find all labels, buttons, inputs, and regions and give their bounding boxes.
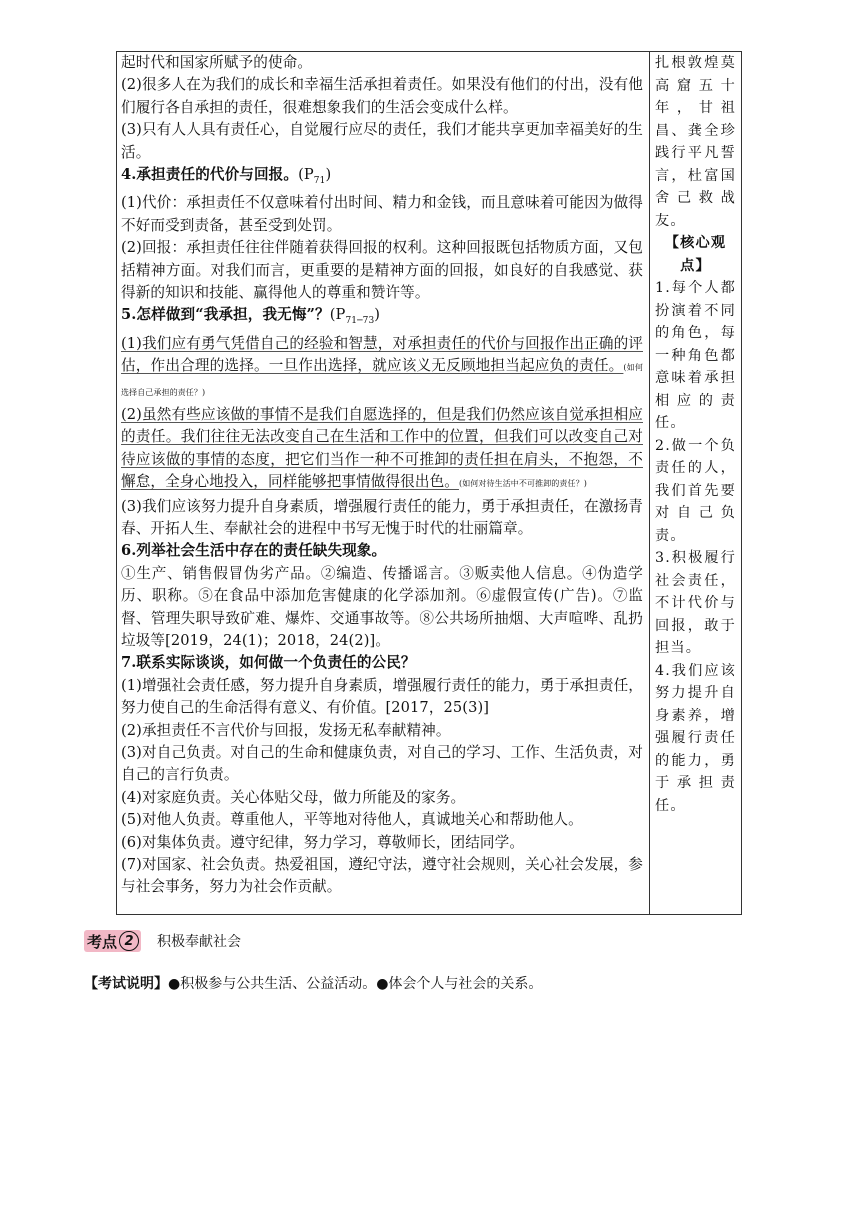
paragraph: (3)对自己负责。对自己的生命和健康负责，对自己的学习、工作、生活负责，对自己的言行负责。: [121, 744, 643, 784]
paragraph: (7)对国家、社会负责。热爱祖国，遵纪守法，遵守社会规则，关心社会发展，参与社会事务，努力为社会作贡献。: [121, 856, 643, 896]
paragraph: ①生产、销售假冒伪劣产品。②编造、传播谣言。③贩卖他人信息。④伪造学历、职称。⑤在食品中添加危害健康的化学添加剂。⑥虚假宣传(广告)。⑦监督、管理失职导致矿难、爆炸、交通事故等。⑧公共场所抽烟、大声喧哗、乱扔垃圾等[2019，24(1)；2018，24(2)]。: [121, 564, 643, 649]
exam-note-text: ●积极参与公共生活、公益活动。●体会个人与社会的关系。: [168, 976, 543, 992]
paragraph: (2)承担责任不言代价与回报，发扬无私奉献精神。: [121, 721, 451, 739]
underlined-paragraph: (2)虽然有些应该做的事情不是我们自愿选择的，但是我们仍然应该自觉承担相应的责任。我们往往无法改变自己在生活和工作中的位置，但我们可以改变自己对待应该做的事情的态度，把它们当作一种不可推卸的责任担在肩头，不抱怨，不懈怠，全身心地投入，同样能够把事情做得很出色。(如何对待生活中不可推卸的责任？): [121, 405, 643, 491]
paragraph: 起时代和国家所赋予的使命。: [121, 54, 313, 71]
core-point: 2.做一个负责任的人，我们首先要对自己负责。: [655, 437, 736, 544]
heading-text: 5.怎样做到“我承担，我无悔”？: [121, 306, 330, 324]
exam-note: [84, 973, 542, 993]
content-table: [116, 51, 742, 915]
paragraph: (1)增强社会责任感，努力提升自身素质，增强履行责任的能力，勇于承担责任，努力使自己的生命活得有意义、有价值。[2017，25(3)]: [121, 676, 643, 717]
side-column: [650, 52, 741, 914]
core-point: 3.积极履行社会责任，不计代价与回报，敢于担当。: [655, 550, 736, 656]
margin-note: (如何选择自己承担的责任？): [121, 363, 644, 397]
exam-note-label: 【考试说明】: [84, 976, 168, 992]
kaodian-header: [84, 930, 241, 952]
paragraph: (3)只有人人具有责任心，自觉履行应尽的责任，我们才能共享更加幸福美好的生活。: [121, 121, 643, 161]
core-point: 1.每个人都扮演着不同的角色，每一种角色都意味着承担相应的责任。: [655, 280, 736, 431]
kaodian-label: 考点: [87, 932, 118, 951]
section-heading-6: 6.列举社会生活中存在的责任缺失现象。: [121, 542, 387, 560]
core-point: 4.我们应该努力提升自身素养，增强履行责任的能力，勇于承担责任。: [655, 662, 736, 814]
kaodian-number: 2: [119, 931, 139, 951]
underlined-paragraph: (1)我们应有勇气凭借自己的经验和智慧，对承担责任的代价与回报作出正确的评估，作出合理的选择。一旦作出选择，就应该义无反顾地担当起应负的责任。(如何选择自己承担的责任？): [121, 334, 644, 397]
paragraph: (2)很多人在为我们的成长和幸福生活承担着责任。如果没有他们的付出，没有他们履行各自承担的责任，很难想象我们的生活会变成什么样。: [121, 76, 643, 116]
paragraph: (1)代价：承担责任不仅意味着付出时间、精力和金钱，而且意味着可能因为做得不好而受到责备，甚至受到处罚。: [121, 194, 643, 234]
page-ref: $(P_{71})$: [298, 166, 332, 186]
core-viewpoint-title: 【核心观点】: [664, 235, 727, 274]
paragraph: (2)回报：承担责任往往伴随着获得回报的权利。这种回报既包括物质方面，又包括精神方面。对我们而言，更重要的是精神方面的回报，如良好的自我感觉、获得新的知识和技能、赢得他人的尊重和赞许等。: [121, 239, 643, 301]
section-heading-4: [121, 164, 643, 192]
side-intro: 扎根敦煌莫高窟五十年，甘祖昌、龚全珍践行平凡誓言，杜富国舍己救战友。: [655, 55, 736, 229]
section-heading-5: [121, 304, 643, 332]
page-ref: $(P_{71─73})$: [329, 306, 381, 327]
main-column: [117, 52, 650, 914]
paragraph: (6)对集体负责。遵守纪律，努力学习，尊敬师长，团结同学。: [121, 833, 525, 851]
kaodian-title: 积极奉献社会: [157, 934, 242, 950]
section-heading-7: 7.联系实际谈谈，如何做一个负责任的公民？: [121, 654, 416, 672]
paragraph: (5)对他人负责。尊重他人，平等地对待他人，真诚地关心和帮助他人。: [121, 811, 583, 829]
margin-note: (如何对待生活中不可推卸的责任？): [458, 479, 587, 489]
paragraph: (3)我们应该努力提升自身素质，增强履行责任的能力，勇于承担责任，在激扬青春、开拓人生、奉献社会的进程中书写无愧于时代的壮丽篇章。: [121, 497, 643, 537]
kaodian-badge: [84, 930, 141, 952]
heading-text: 4.承担责任的代价与回报。: [121, 166, 299, 184]
paragraph: (4)对家庭负责。关心体贴父母，做力所能及的家务。: [121, 788, 466, 806]
